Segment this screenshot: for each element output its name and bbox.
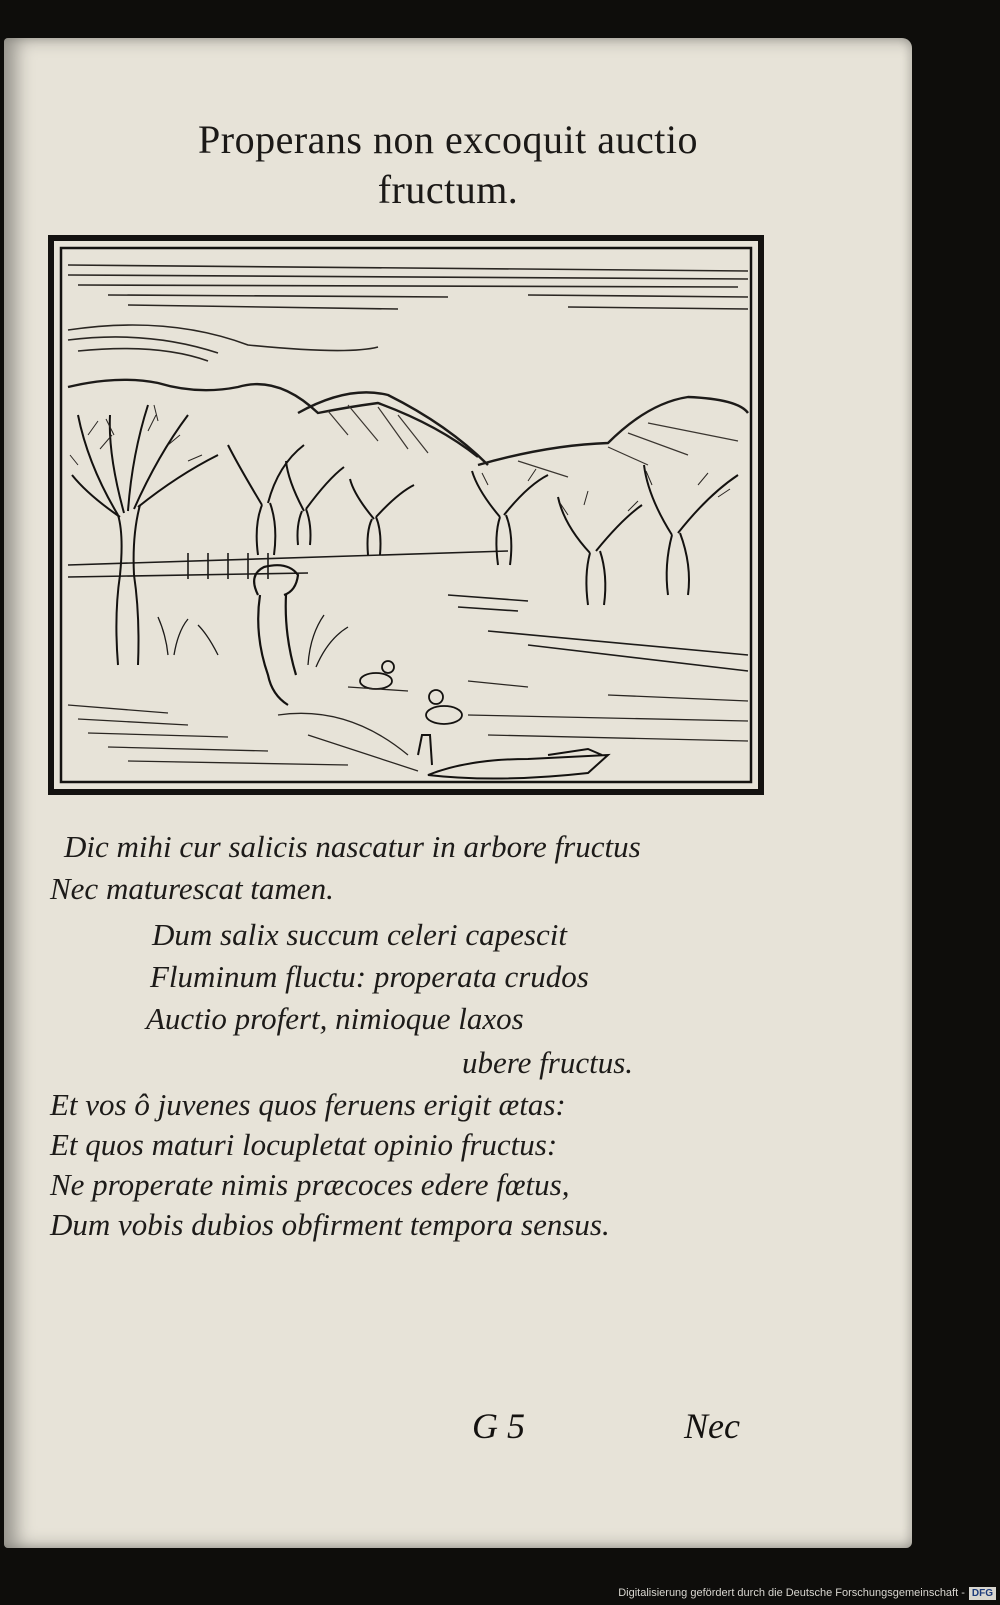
verse-line-9: Ne properate nimis præcoces edere fœtus, (50, 1167, 570, 1202)
verse-line-1: Dic mihi cur salicis nascatur in arbore fructus (64, 829, 641, 864)
verse-line-4: Fluminum fluctu: properata crudos (150, 959, 589, 994)
verse-line-8: Et quos maturi locupletat opinio fructus: (50, 1127, 558, 1162)
emblem-title-line-2: fructum. (377, 167, 519, 212)
verse-line-6: ubere fructus. (462, 1045, 634, 1080)
verse-line-3: Dum salix succum celeri capescit (152, 917, 567, 952)
catchword: Nec (684, 1406, 740, 1446)
verse-line-7: Et vos ô juvenes quos feruens erigit ætas: (50, 1087, 566, 1122)
verse-line-5: Auctio profert, nimioque laxos (146, 1001, 524, 1036)
credit-text: Digitalisierung gefördert durch die Deutsche Forschungsgemeinschaft - (618, 1587, 965, 1599)
book-page (4, 38, 912, 1548)
signature-mark: G 5 (472, 1406, 525, 1446)
verse-line-2: Nec maturescat tamen. (50, 871, 334, 906)
dfg-logo: DFG (969, 1587, 996, 1600)
digitization-credit (618, 1583, 996, 1603)
emblem-title-line-1: Properans non excoquit auctio (198, 117, 698, 162)
woodcut-illustration (48, 235, 764, 795)
verse-line-10: Dum vobis dubios obfirment tempora sensus. (50, 1207, 610, 1242)
